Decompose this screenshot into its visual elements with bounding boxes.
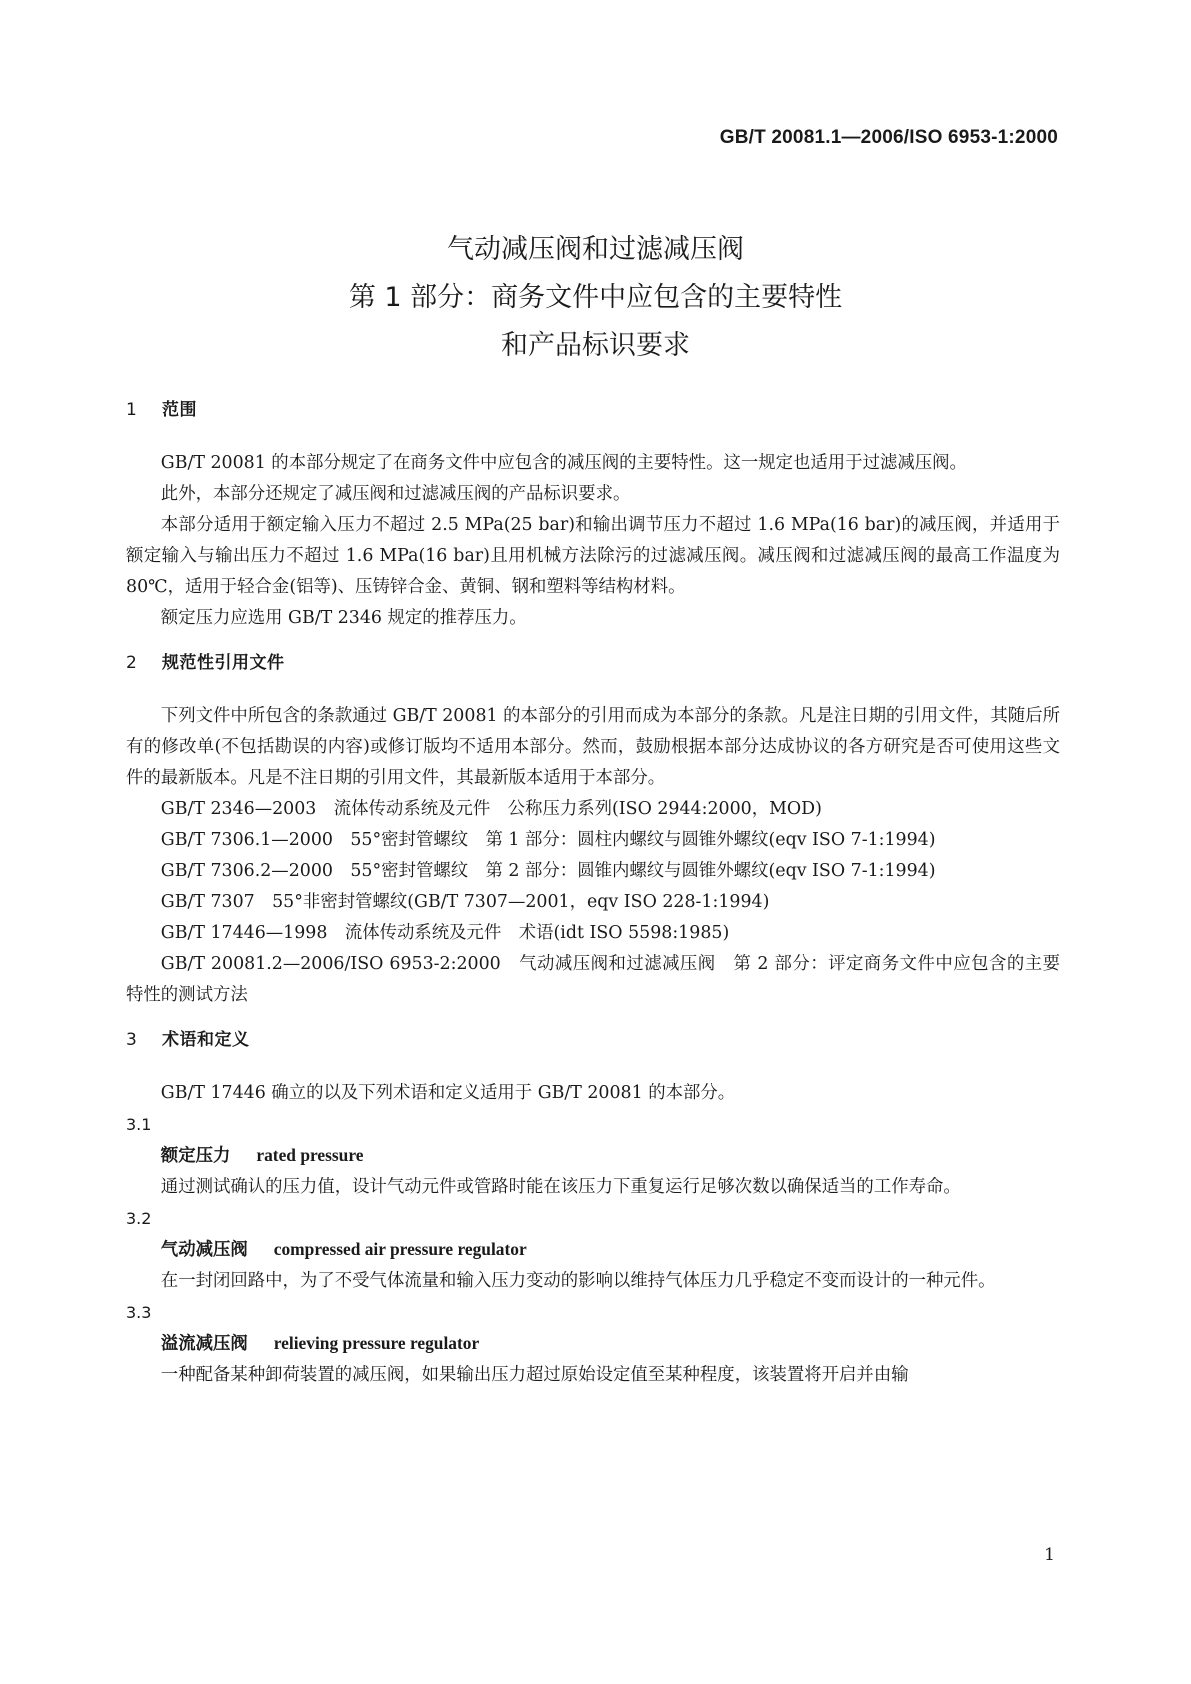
term-number: 3.3 [126,1303,152,1322]
term-chinese: 额定压力 [160,1146,231,1166]
section-number: 3 [126,1030,138,1050]
term-number: 3.2 [126,1209,152,1228]
paragraph: 额定压力应选用 GB/T 2346 规定的推荐压力。 [160,608,527,628]
paragraph: 本部分适用于额定输入压力不超过 2.5 MPa(25 bar)和输出调节压力不超过 1.6 MPa(16 bar)的减压阀，并适用于额定输入与输出压力不超过 1.6 MPa(16 bar)且用机械方法除污的过滤减压阀。减压阀和过滤减压阀的最高工作温度为 80℃，适用于轻合金(铝等)、压铸锌合金、黄铜、钢和塑料等结构材料。 [126,515,1060,597]
section-number: 1 [126,400,138,420]
reference-item: GB/T 17446—1998 流体传动系统及元件 术语(idt ISO 5598:1985) [160,923,730,943]
section-title: 规范性引用文件 [162,653,285,673]
section-1-heading [126,395,1060,426]
reference-item: GB/T 2346—2003 流体传动系统及元件 公称压力系列(ISO 2944:2000，MOD) [160,799,822,819]
paragraph: GB/T 17446 确立的以及下列术语和定义适用于 GB/T 20081 的本部分。 [160,1083,736,1103]
term-definition: 在一封闭回路中，为了不受气体流量和输入压力变动的影响以维持气体压力几乎稳定不变而设计的一种元件。 [160,1271,996,1291]
section-3-heading [126,1025,1060,1056]
page-number: 1 [1044,1545,1055,1565]
section-title: 范围 [162,400,197,420]
document-title [0,226,1191,370]
paragraph: GB/T 20081 的本部分规定了在商务文件中应包含的减压阀的主要特性。这一规定也适用于过滤减压阀。 [160,453,967,473]
term-english: relieving pressure regulator [273,1333,480,1353]
term-entry [126,1234,1060,1266]
paragraph: 此外，本部分还规定了减压阀和过滤减压阀的产品标识要求。 [160,484,631,504]
standard-code: GB/T 20081.1—2006/ISO 6953-1:2000 [719,127,1058,148]
term-entry [126,1140,1060,1172]
reference-item: GB/T 7306.1—2000 55°密封管螺纹 第 1 部分：圆柱内螺纹与圆锥外螺纹(eqv ISO 7-1:1994) [160,830,936,850]
section-number: 2 [126,653,138,673]
term-chinese: 溢流减压阀 [160,1334,248,1354]
reference-item: GB/T 7306.2—2000 55°密封管螺纹 第 2 部分：圆锥内螺纹与圆锥外螺纹(eqv ISO 7-1:1994) [160,861,936,881]
term-definition: 一种配备某种卸荷装置的减压阀，如果输出压力超过原始设定值至某种程度，该装置将开启并由输 [160,1365,909,1385]
term-entry [126,1328,1060,1360]
section-2-heading [126,648,1060,679]
title-line-2: 第 1 部分：商务文件中应包含的主要特性 [348,282,843,313]
reference-item: GB/T 7307 55°非密封管螺纹(GB/T 7307—2001，eqv ISO 228-1:1994) [160,892,770,912]
term-definition: 通过测试确认的压力值，设计气动元件或管路时能在该压力下重复运行足够次数以确保适当的工作寿命。 [160,1177,961,1197]
term-english: compressed air pressure regulator [273,1239,527,1259]
title-line-3: 和产品标识要求 [501,330,690,361]
paragraph: 下列文件中所包含的条款通过 GB/T 20081 的本部分的引用而成为本部分的条款。凡是注日期的引用文件，其随后所有的修改单(不包括勘误的内容)或修订版均不适用本部分。然而，鼓励根据本部分达成协议的各方研究是否可使用这些文件的最新版本。凡是不注日期的引用文件，其最新版本适用于本部分。 [126,706,1060,788]
section-title: 术语和定义 [162,1030,250,1050]
term-number: 3.1 [126,1115,152,1134]
document-body [126,395,1060,1391]
title-line-1: 气动减压阀和过滤减压阀 [447,234,744,265]
term-chinese: 气动减压阀 [160,1240,248,1260]
term-english: rated pressure [256,1145,364,1165]
reference-item: GB/T 20081.2—2006/ISO 6953-2:2000 气动减压阀和过滤减压阀 第 2 部分：评定商务文件中应包含的主要特性的测试方法 [126,954,1060,1005]
